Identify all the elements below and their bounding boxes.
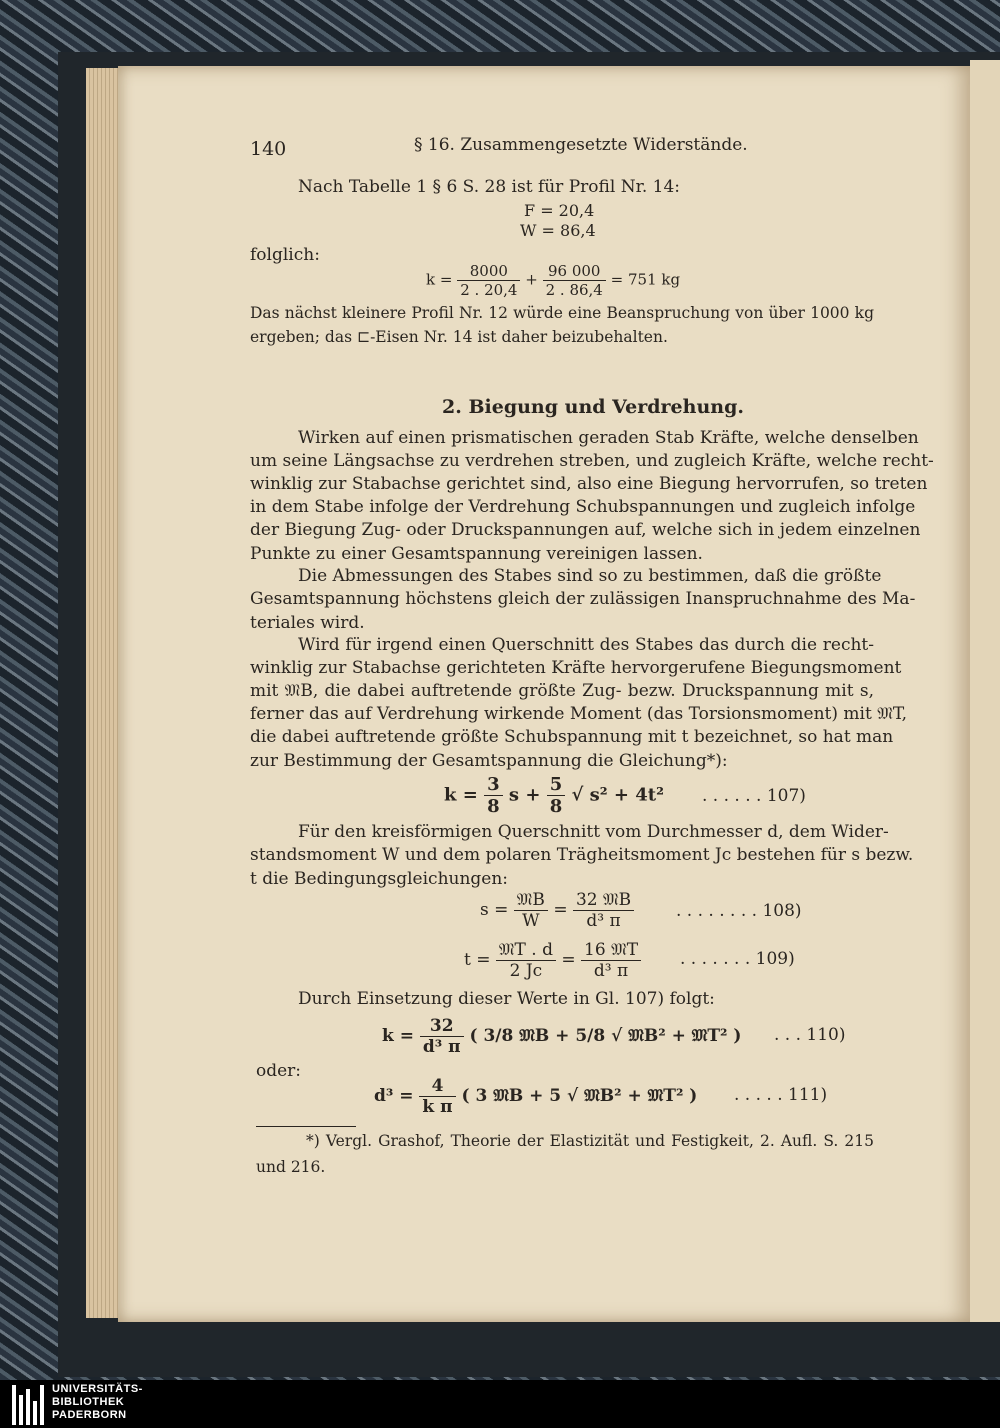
numerator: 𝔐T . d — [496, 940, 556, 961]
eq-lhs: t = — [464, 950, 491, 970]
denominator: k π — [422, 1097, 453, 1117]
equation-label: . . . . . 111) — [734, 1085, 828, 1105]
text-line: Nach Tabelle 1 § 6 S. 28 ist für Profil Nr. 14: — [298, 177, 680, 197]
library-logo-icon — [12, 1385, 46, 1425]
denominator: d³ π — [422, 1037, 461, 1057]
equals-sign: = — [561, 950, 576, 970]
library-line: BIBLIOTHEK — [52, 1396, 125, 1408]
square-root: √ s² + 4t² — [571, 784, 664, 806]
denominator: d³ π — [586, 911, 621, 931]
numerator: 16 𝔐T — [581, 940, 641, 961]
equation-107 — [444, 774, 664, 817]
equation-111 — [374, 1076, 697, 1117]
text-line: mit 𝔐B, die dabei auftretende größte Zug- bezw. Druckspannung mit s, — [250, 681, 874, 701]
fraction — [514, 890, 548, 931]
eq-body: ( 3/8 𝔐B + 5/8 √ 𝔐B² + 𝔐T² ) — [469, 1026, 742, 1046]
equation-110 — [382, 1016, 741, 1057]
footnote-line: *) Vergl. Grashof, Theorie der Elastizität und Festigkeit, 2. Aufl. S. 215 — [306, 1132, 874, 1150]
eq-lhs: k = — [444, 784, 478, 806]
text-line: zur Bestimmung der Gesamtspannung die Gleichung*): — [250, 751, 728, 771]
library-name — [52, 1383, 143, 1422]
numerator: 3 — [484, 774, 503, 796]
plus-sign: + — [525, 270, 538, 289]
text-line: Die Abmessungen des Stabes sind so zu bestimmen, daß die größte — [298, 566, 882, 586]
text-line: Das nächst kleinere Profil Nr. 12 würde eine Beanspruchung von über 1000 kg — [250, 304, 874, 322]
equation-109 — [464, 940, 641, 981]
text-line: um seine Längsachse zu verdrehen streben, und zugleich Kräfte, welche recht- — [250, 451, 934, 471]
text-line: ergeben; das ⊏-Eisen Nr. 14 ist daher beizubehalten. — [250, 328, 668, 346]
equation-label: . . . . . . 107) — [702, 786, 806, 806]
fraction — [457, 262, 520, 299]
text-line: die dabei auftretende größte Schubspannung mit t bezeichnet, so hat man — [250, 727, 894, 747]
footer-bar — [0, 1380, 1000, 1428]
eq-term: s + — [508, 784, 541, 806]
text-line: Für den kreisförmigen Querschnitt vom Durchmesser d, dem Wider- — [298, 822, 889, 842]
text-line: Durch Einsetzung dieser Werte in Gl. 107) folgt: — [298, 989, 715, 1009]
text-line: Gesamtspannung höchstens gleich der zulässigen Inanspruchnahme des Ma- — [250, 589, 916, 609]
library-line: UNIVERSITÄTS- — [52, 1383, 143, 1395]
fraction — [496, 940, 556, 981]
page-number: 140 — [250, 138, 287, 160]
eq-rhs: = 751 kg — [610, 270, 681, 289]
equation-k — [426, 262, 680, 299]
fraction — [573, 890, 634, 931]
numerator: 32 𝔐B — [573, 890, 634, 911]
fraction — [419, 1076, 455, 1117]
numerator: 96 000 — [543, 262, 606, 281]
eq-lhs: k = — [382, 1026, 414, 1046]
fraction — [581, 940, 641, 981]
denominator: 2 . 86,4 — [545, 281, 603, 299]
text-line: winklig zur Stabachse gerichteten Kräfte hervorgerufene Biegungsmoment — [250, 658, 902, 678]
numerator: 𝔐B — [514, 890, 548, 911]
running-title: § 16. Zusammengesetzte Widerstände. — [414, 135, 748, 155]
text-line: Wird für irgend einen Querschnitt des Stabes das durch die recht- — [298, 635, 874, 655]
fraction — [420, 1016, 464, 1057]
eq-body: ( 3 𝔐B + 5 √ 𝔐B² + 𝔐T² ) — [461, 1086, 698, 1106]
numerator: 32 — [420, 1016, 464, 1037]
section-heading: 2. Biegung und Verdrehung. — [442, 396, 744, 418]
text-oder: oder: — [256, 1061, 302, 1081]
equation-label: . . . . . . . . 108) — [676, 901, 802, 921]
footnote-rule — [256, 1126, 356, 1127]
facing-page — [970, 60, 1000, 1322]
text-folglich: folglich: — [250, 245, 320, 265]
fraction — [484, 774, 503, 817]
text-line: teriales wird. — [250, 613, 365, 633]
eq-lhs: k = — [426, 270, 453, 289]
eq-lhs: s = — [480, 900, 509, 920]
text-line: Wirken auf einen prismatischen geraden Stab Kräfte, welche denselben — [298, 428, 919, 448]
equation-label: . . . . . . . 109) — [680, 949, 795, 969]
denominator: 8 — [487, 796, 500, 817]
equation-label: . . . 110) — [774, 1025, 846, 1045]
denominator: d³ π — [593, 961, 629, 981]
text-line: standsmoment W und dem polaren Trägheitsmoment Jc bestehen für s bezw. — [250, 845, 914, 865]
footnote-line: und 216. — [256, 1158, 326, 1176]
denominator: 2 Jc — [509, 961, 543, 981]
numerator: 4 — [419, 1076, 455, 1097]
denominator: 8 — [549, 796, 563, 817]
fraction — [543, 262, 606, 299]
text-line: t die Bedingungsgleichungen: — [250, 869, 509, 889]
numerator: 5 — [547, 774, 566, 796]
text-line: Punkte zu einer Gesamtspannung vereinigen lassen. — [250, 544, 703, 564]
denominator: W — [522, 911, 540, 931]
text-line: ferner das auf Verdrehung wirkende Moment (das Torsionsmoment) mit 𝔐T, — [250, 704, 908, 724]
equation-w: W = 86,4 — [520, 221, 596, 240]
equation-108 — [480, 890, 634, 931]
equation-f: F = 20,4 — [524, 201, 595, 220]
equals-sign: = — [553, 900, 568, 920]
denominator: 2 . 20,4 — [460, 281, 518, 299]
library-line: PADERBORN — [52, 1409, 127, 1421]
text-line: in dem Stabe infolge der Verdrehung Schubspannungen und zugleich infolge — [250, 497, 916, 517]
text-line: winklig zur Stabachse gerichtet sind, also eine Biegung hervorrufen, so treten — [250, 474, 928, 494]
fraction — [547, 774, 566, 817]
text-line: der Biegung Zug- oder Druckspannungen auf, welche sich in jedem einzelnen — [250, 520, 921, 540]
numerator: 8000 — [457, 262, 520, 281]
eq-lhs: d³ = — [374, 1086, 414, 1106]
